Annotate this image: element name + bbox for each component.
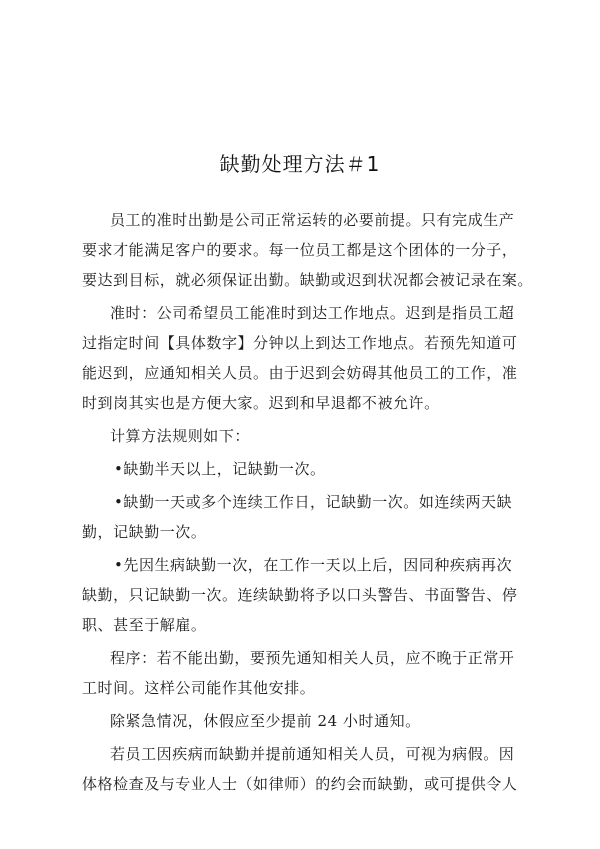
- paragraph-line: 程序：若不能出勤，要预先通知相关人员，应不晚于正常开: [110, 649, 515, 667]
- paragraph-line: 除紧急情况，休假应至少提前 24 小时通知。: [110, 712, 421, 730]
- paragraph-line: 体格检查及与专业人士（如律师）的约会而缺勤，或可提供令人: [82, 775, 518, 793]
- bullet-line: •先因生病缺勤一次，在工作一天以上后，因同种疾病再次: [114, 556, 513, 574]
- bullet-line: •缺勤半天以上，记缺勤一次。: [114, 460, 326, 478]
- paragraph-line: 勤，记缺勤一次。: [82, 523, 207, 541]
- paragraph-line: 职、甚至于解雇。: [82, 616, 207, 634]
- paragraph-line: 时到岗其实也是方便大家。迟到和早退都不被允许。: [82, 394, 440, 412]
- paragraph-line: 缺勤，只记缺勤一次。连续缺勤将予以口头警告、书面警告、停: [82, 586, 518, 604]
- paragraph-line: 要达到目标，就必须保证出勤。缺勤或迟到状况都会被记录在案。: [82, 271, 533, 289]
- paragraph-line: 要求才能满足客户的要求。每一位员工都是这个团体的一分子，: [82, 241, 518, 259]
- bullet-line: •缺勤一天或多个连续工作日，记缺勤一次。如连续两天缺: [114, 493, 513, 511]
- paragraph-line: 能迟到，应通知相关人员。由于迟到会妨碍其他员工的工作，准: [82, 364, 518, 382]
- paragraph-line: 计算方法规则如下：: [110, 427, 250, 445]
- paragraph-line: 员工的准时出勤是公司正常运转的必要前提。只有完成生产: [110, 211, 515, 229]
- paragraph-line: 若员工因疾病而缺勤并提前通知相关人员，可视为病假。因: [110, 745, 515, 763]
- page-title: 缺勤处理方法＃1: [219, 152, 381, 176]
- paragraph-line: 过指定时间【具体数字】分钟以上到达工作地点。若预先知道可: [82, 334, 518, 352]
- paragraph-line: 准时：公司希望员工能准时到达工作地点。迟到是指员工超: [110, 304, 515, 322]
- paragraph-line: 工时间。这样公司能作其他安排。: [82, 679, 316, 697]
